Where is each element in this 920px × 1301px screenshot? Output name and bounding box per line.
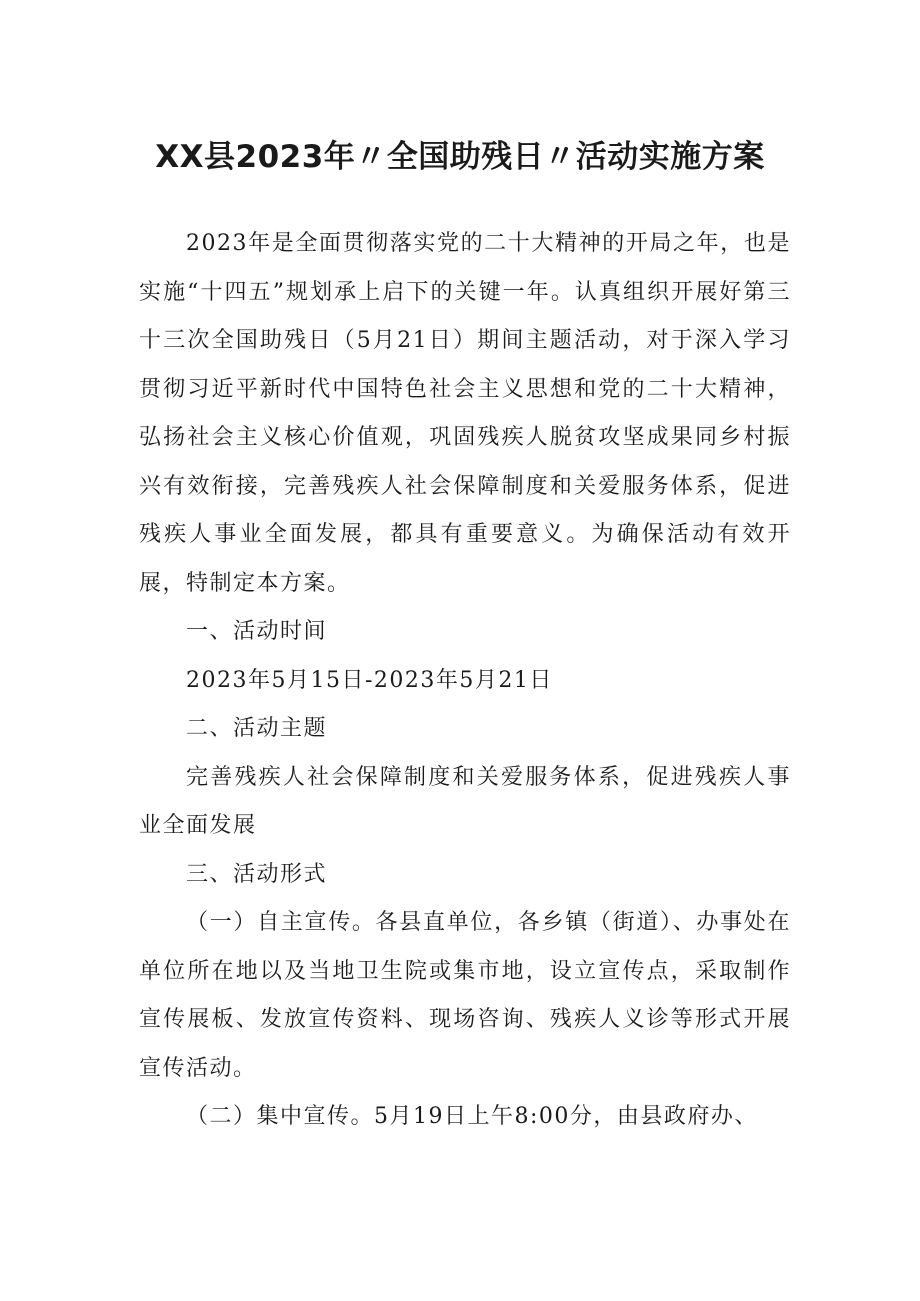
central-publicity-paragraph: （二）集中宣传。5月19日上午8:00分，由县政府办、 bbox=[186, 1104, 758, 1129]
activity-time-text: 2023年5月15日-2023年5月21日 bbox=[186, 667, 553, 693]
activity-theme-text: 完善残疾人社会保障制度和关爱服务体系，促进残疾人事业全面发展 bbox=[139, 764, 791, 838]
intro-paragraph: 2023年是全面贯彻落实党的二十大精神的开局之年，也是实施“十四五”规划承上启下的关键一年。认真组织开展好第三十三次全国助残日（5月21日）期间主题活动，对于深入学习贯彻习近平新时代中国特色社会主义思想和党的二十大精神，弘扬社会主义核心价值观，巩固残疾人脱贫攻坚成果同乡村振兴有效衔接，完善残疾人社会保障制度和关爱服务体系，促进残疾人事业全面发展，都具有重要意义。为确保活动有效开展，特制定本方案。 bbox=[139, 231, 791, 596]
document-body bbox=[139, 220, 791, 1142]
section-heading-form: 三、活动形式 bbox=[186, 861, 328, 887]
self-publicity-paragraph: （一）自主宣传。各县直单位，各乡镇（街道）、办事处在单位所在地以及当地卫生院或集市地，设立宣传点，采取制作宣传展板、发放宣传资料、现场咨询、残疾人义诊等形式开展宣传活动。 bbox=[139, 910, 791, 1081]
section-heading-time: 一、活动时间 bbox=[186, 619, 328, 644]
section-heading-theme: 二、活动主题 bbox=[186, 716, 328, 741]
document-title: XX县2023年〃全国助残日〃活动实施方案 bbox=[155, 139, 765, 175]
